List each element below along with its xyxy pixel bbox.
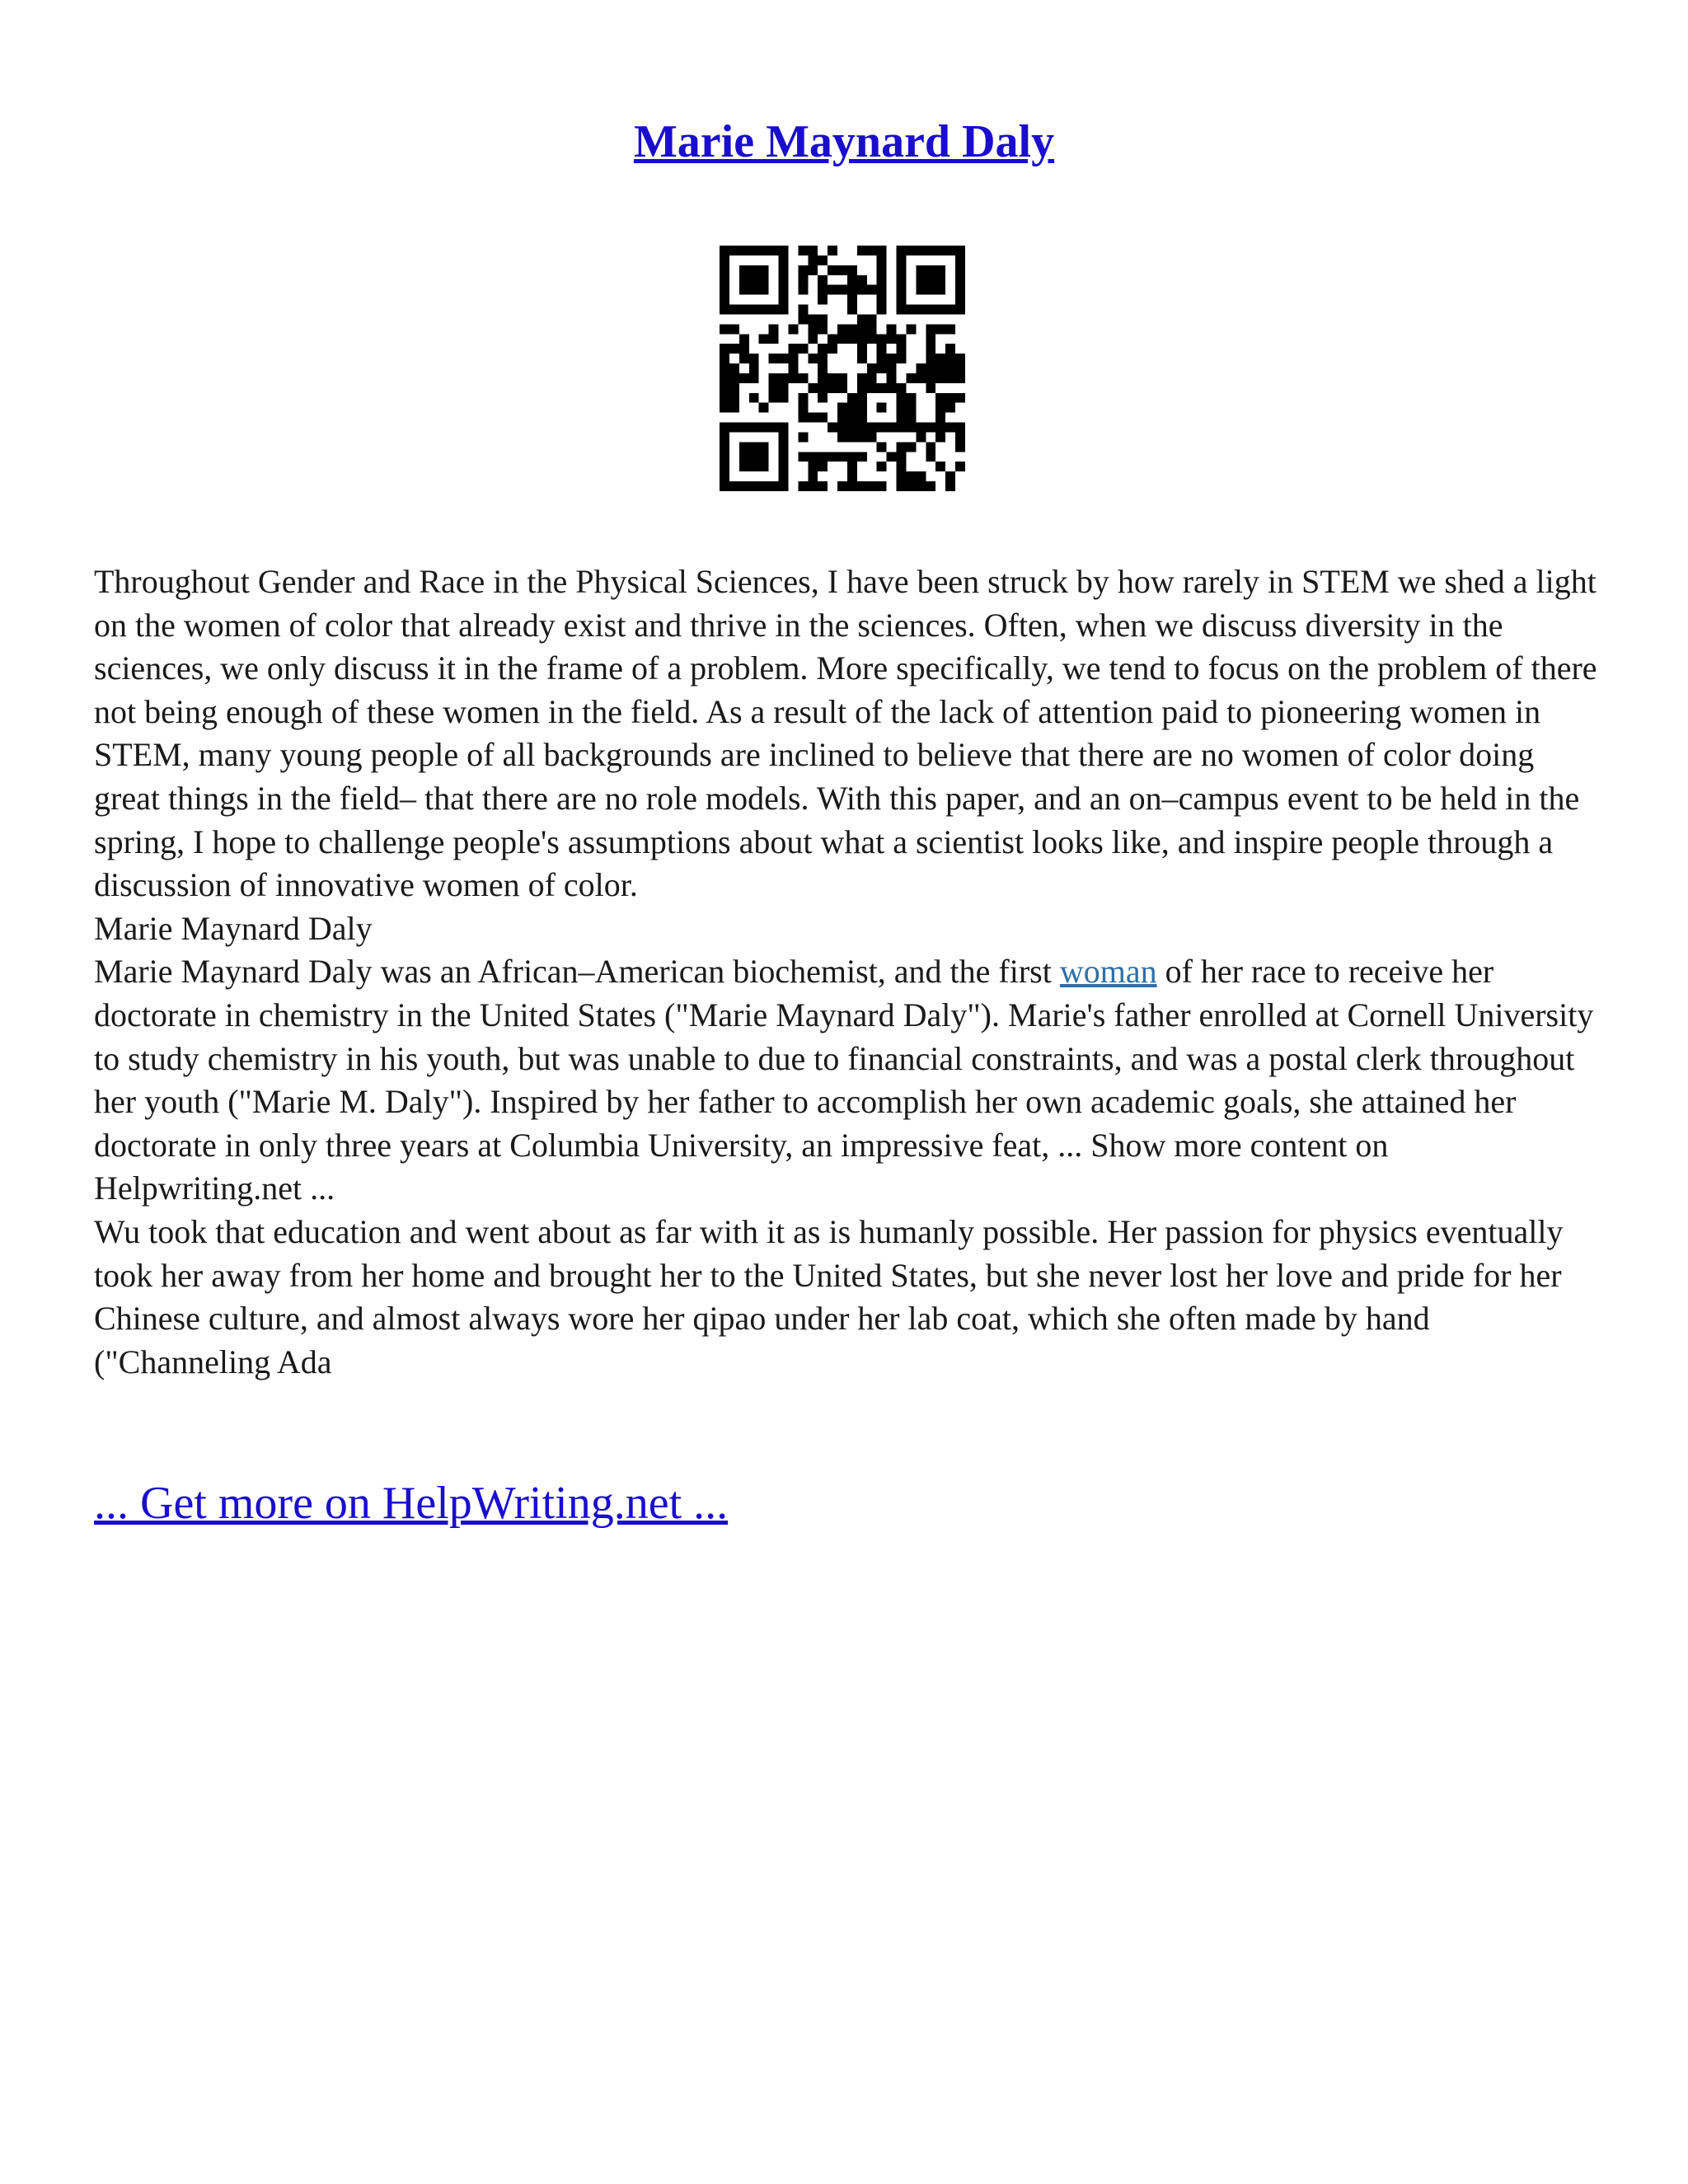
page-title [0, 114, 1688, 170]
daly-text-start: Marie Maynard Daly was an African–American biochemist, and the first [94, 953, 1060, 991]
article-body [94, 560, 1602, 1384]
intro-paragraph: Throughout Gender and Race in the Physical Sciences, I have been struck by how rarely in STEM we shed a light on the women of color that already exist and thrive in the sciences. Often, when we discuss diversity in the sciences, we only discuss it in the frame of a problem. More specifically, we tend to focus on the problem of there not being enough of these women in the field. As a result of the lack of attention paid to pioneering women in STEM, many young people of all backgrounds are inclined to believe that there are no women of color doing great things in the field– that there are no role models. With this paper, and an on–campus event to be held in the spring, I hope to challenge people's assumptions about what a scientist looks like, and inspire people through a discussion of innovative women of color. [94, 563, 1597, 904]
wu-paragraph: Wu took that education and went about as far with it as is humanly possible. Her passion for physics eventually took her away from her home and brought her to the United States, but she never lost her love and pride for her Chinese culture, and almost always wore her qipao under her lab coat, which she often made by hand ("Channeling Ada [94, 1212, 1564, 1380]
daly-text-end: of her race to receive her doctorate in chemistry in the United States ("Marie Maynard Daly"). Marie's father enrolled at Cornell University to study chemistry in his youth, but was unable to due to financial constraints, and was a postal clerk throughout her youth ("Marie M. Daly"). Inspired by her father to accomplish her own academic goals, she attained her doctorate in only three years at Columbia University, an impressive feat, ... Show more content on Helpwriting.net ... [94, 953, 1594, 1207]
get-more-link[interactable]: ... Get more on HelpWriting.net ... [94, 1478, 729, 1529]
woman-link[interactable]: woman [1059, 953, 1157, 991]
daly-paragraph [94, 950, 1602, 1211]
qr-code-icon [720, 246, 965, 491]
section-heading: Marie Maynard Daly [94, 909, 373, 947]
title-link[interactable]: Marie Maynard Daly [633, 116, 1055, 167]
